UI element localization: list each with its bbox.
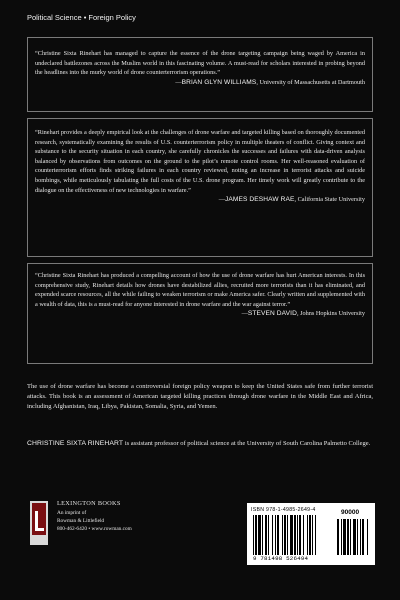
blurb-1-text: “Christine Sixta Rinehart has managed to capture the essence of the drone targeting campaign being waged by America in undeclared battlezones across the Muslim world in this fascinating volume. A must-read for scholars interested in probing beyond the headlines into the murky world of drone counterterrorism operations.” <box>35 50 365 77</box>
blurb-3-affiliation: , Johns Hopkins University <box>296 310 365 318</box>
publisher-contact: 800-462-6420 • www.rowman.com <box>57 526 132 532</box>
blurb-box-3 <box>27 263 373 364</box>
blurb-2-attribution: —JAMES DESHAW RAE, California State University <box>218 196 365 204</box>
blurb-2-name: JAMES DESHAW RAE <box>225 196 295 204</box>
price-code: 90000 <box>341 509 360 516</box>
blurb-3-text: “Christine Sixta Rinehart has produced a compelling account of how the use of drone warfare has hurt American interests. In this comprehensive study, Rinehart details how drones have destabilized allies, recruited more terrorists than it has eliminated, and expended scarce resources, all the while failing to weaken terrorism or make America safer. Clearly written and supplemented with a wealth of data, this is a must-read for anyone interested in drone warfare and the war against terror.” <box>35 272 365 308</box>
book-description: The use of drone warfare has become a controversial foreign policy weapon to keep the United States safe from further terrorist attacks. This book is an assessment of American targeted killing practices through drone warfare in the Middle East and Africa, including Afghanistan, Iraq, Libya, Pakistan, Somalia, Syria, and Yemen. <box>27 383 373 410</box>
blurb-1 <box>35 49 365 87</box>
blurb-1-attribution: —BRIAN GLYN WILLIAMS, University of Massachusetts at Dartmouth <box>175 78 365 86</box>
blurb-3-attribution: —STEVEN DAVID, Johns Hopkins University <box>241 310 365 318</box>
author-name: CHRISTINE SIXTA RINEHART <box>27 440 124 447</box>
barcode-bars-icon <box>253 515 369 555</box>
blurb-3 <box>35 271 365 319</box>
blurb-2-affiliation: , California State University <box>294 196 365 204</box>
publisher-imprint-line-1: An imprint of <box>57 510 87 516</box>
barcode-digits: 9 781498 526494 <box>253 555 309 562</box>
publisher-imprint-line-2: Rowman & Littlefield <box>57 518 105 524</box>
publisher-text <box>57 499 132 533</box>
author-bio <box>27 439 373 449</box>
isbn-barcode <box>247 503 375 565</box>
lexington-logo-icon <box>30 501 48 545</box>
blurb-box-2 <box>27 118 373 257</box>
blurb-3-name: STEVEN DAVID <box>247 310 297 318</box>
blurb-box-1 <box>27 37 373 112</box>
publisher-block <box>30 499 190 559</box>
isbn-label: ISBN 978-1-4985-2649-4 <box>251 507 316 513</box>
publisher-name: LEXINGTON BOOKS <box>57 500 121 507</box>
blurb-1-name: BRIAN GLYN WILLIAMS <box>181 78 257 86</box>
blurb-2 <box>35 128 365 205</box>
blurb-2-text: “Rinehart provides a deeply empirical look at the challenges of drone warfare and targeted killing based on thoroughly documented research, systematically examining the results of U.S. counterterrorism policy in multiple theaters of conflict. Giving context and substance to the security situation in each country, she carefully chronicles the successes and failures with data-driven analysis balanced by observations from outcomes on the ground to the pilot’s remote control rooms. Her well-reasoned evaluation of counterterrorism efforts finds striking failures in each country reviewed, noting an increase in terrorist attacks and suicide bombings, while meticulously tabulating the full costs of the U.S. drone program. Her timely work will greatly contribute to the dialogue on the effectiveness of new technologies in warfare.” <box>35 129 365 194</box>
category-label: Political Science • Foreign Policy <box>27 13 136 22</box>
author-bio-text: is assistant professor of political science at the University of South Carolina Palmetto College. <box>123 440 371 447</box>
blurb-1-affiliation: , University of Massachusetts at Dartmouth <box>256 78 365 86</box>
